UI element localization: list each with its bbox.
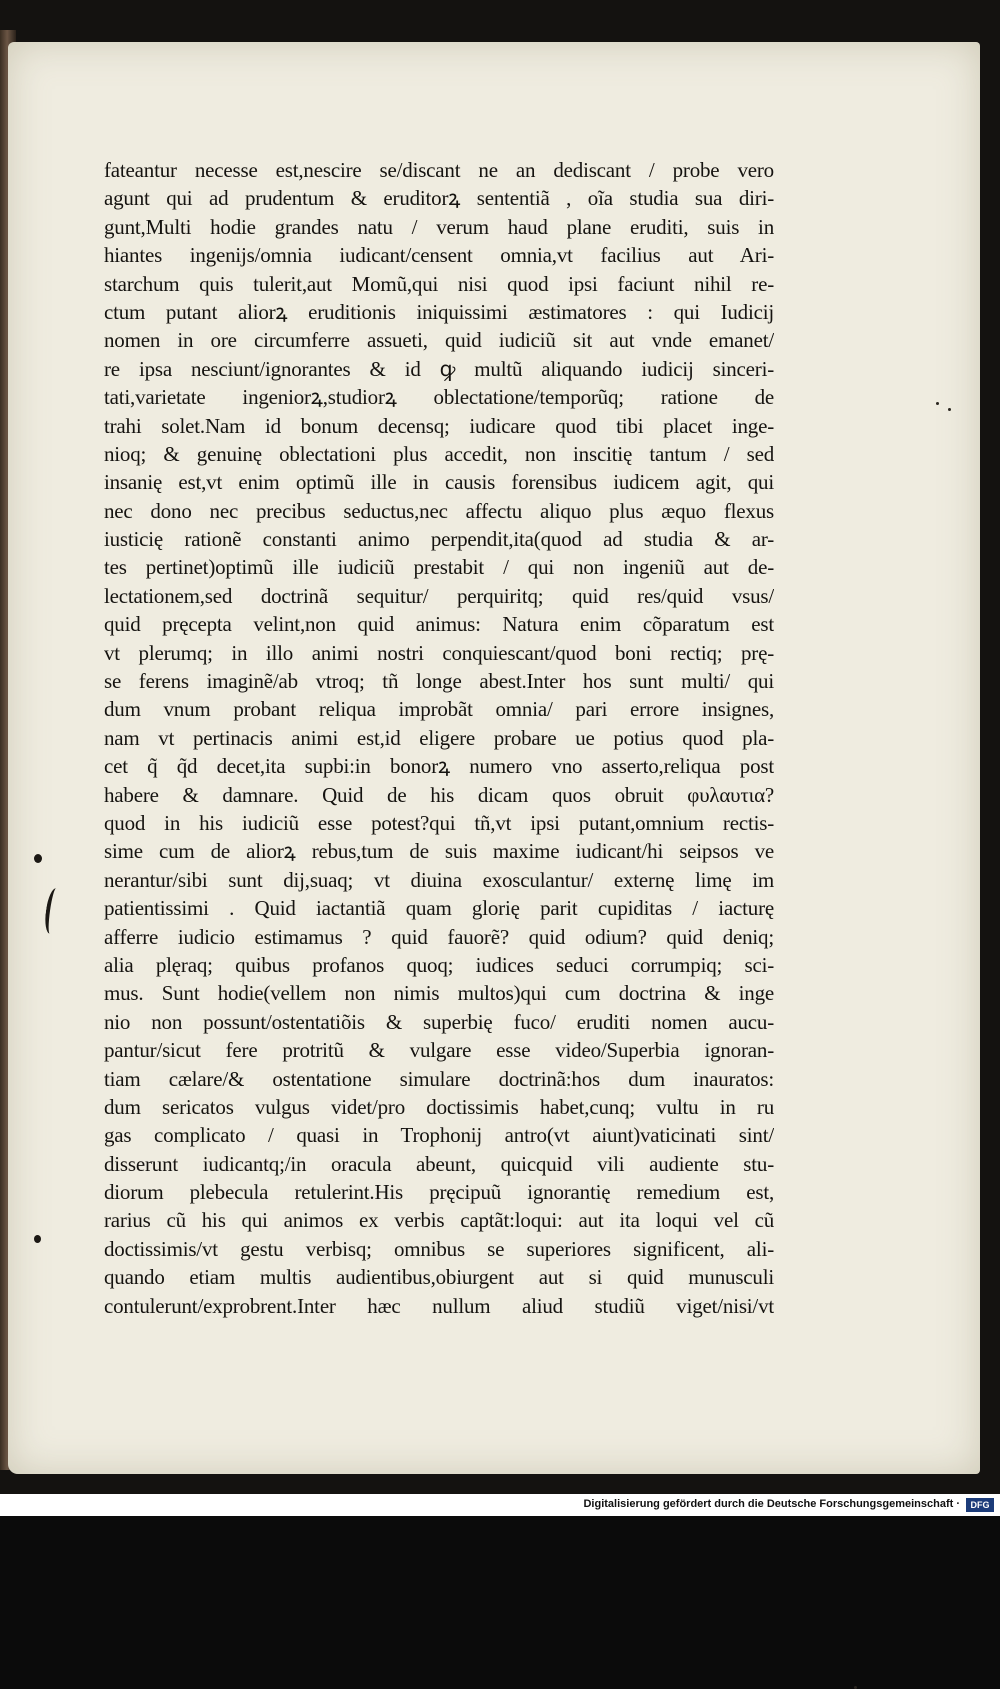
printed-text-block [104,156,774,1320]
ink-blot [34,854,42,863]
text-line: se ferens imaginẽ/ab vtroq; tñ longe abest.Inter hos sunt multi/ qui [104,669,774,694]
text-line: nio non possunt/ostentatiõis & superbię fuco/ eruditi nomen aucu- [104,1009,774,1034]
text-line: gunt,Multi hodie grandes natu / verum haud plane eruditi, suis in [104,214,774,239]
text-line: pantur/sicut fere protritũ & vulgare esse video/Superbia ignoran- [104,1038,774,1063]
text-line: tiam cælare/& ostentatione simulare doctrinã:hos dum inauratos: [104,1066,774,1091]
text-line: nomen in ore circumferre assueti, quid iudiciũ sit aut vnde emanet/ [104,328,774,353]
text-line: ctum putant aliorꝝ eruditionis iniquissimi æstimatores : qui Iudicij [104,299,774,324]
text-line: doctissimis/vt gestu verbisq; omnibus se superiores significent, ali- [104,1236,774,1261]
text-line: afferre iudicio estimamus ? quid fauorẽ? quid odium? quid deniq; [104,924,774,949]
text-line: tes pertinet)optimũ ille iudiciũ prestabit / qui non ingeniũ aut de- [104,555,774,580]
digitization-footer [0,1494,1000,1516]
paper-speck [948,408,951,411]
text-line: quid pręcepta velint,non quid animus: Natura enim cõparatum est [104,612,774,637]
paper-speck [936,402,939,405]
text-line: trahi solet.Nam id bonum decensq; iudicare quod tibi placet inge- [104,413,774,438]
text-line: starchum quis tulerit,aut Momũ,qui nisi quod ipsi faciunt nihil re- [104,271,774,296]
text-line: quod in his iudiciũ esse potest?qui tñ,vt ipsi putant,omnium rectis- [104,810,774,835]
text-line: quando etiam multis audientibus,obiurgent aut si quid munusculi [104,1265,774,1290]
text-line: fateantur necesse est,nescire se/discant ne an dediscant / probe vero [104,158,774,182]
text-line: iusticię rationẽ constanti animo perpendit,ita(quod ad studia & ar- [104,527,774,552]
footer-credit: Digitalisierung gefördert durch die Deutsche Forschungsgemeinschaft · [583,1498,960,1510]
text-line: diorum plebecula retulerint.His pręcipuũ ignorantię remedium est, [104,1180,774,1205]
ink-blot [34,1235,41,1243]
text-line: sime cum de aliorꝝ rebus,tum de suis maxime iudicant/hi seipsos ve [104,839,774,864]
text-line: lectationem,sed doctrinã sequitur/ perquiritq; quid res/quid vsus/ [104,583,774,608]
text-line: gas complicato / quasi in Trophonij antro(vt aiunt)vaticinati sint/ [104,1123,774,1148]
text-line: hiantes ingenijs/omnia iudicant/censent omnia,vt facilius aut Ari- [104,243,774,268]
text-line: alia plęraq; quibus profanos quoq; iudices seduci corrumpiq; sci- [104,952,774,977]
dfg-logo: DFG [966,1498,994,1512]
text-line: contulerunt/exprobrent.Inter hæc nullum aliud studiũ viget/nisi/vt [104,1293,774,1318]
text-line: rarius cũ his qui animos ex verbis captãt:loqui: aut ita loqui vel cũ [104,1208,774,1233]
text-line: nioq; & genuinę oblectationi plus accedit, non inscitię tantum / sed [104,441,774,466]
book-page [8,42,980,1474]
text-line: nerantur/sibi sunt dij,suaq; vt diuina exosculantur/ externę limę im [104,867,774,892]
text-line: habere & damnare. Quid de his dicam quos obruit φυλαυτια? [104,782,774,807]
text-line: insanię est,vt enim optimũ ille in causis forensibus iudicem agit, qui [104,470,774,495]
text-line: vt plerumq; in illo animi nostri conquiescant/quod boni rectiq; prę- [104,640,774,665]
text-line: nec dono nec precibus seductus,nec affectu aliquo plus æquo flexus [104,498,774,523]
text-line: patientissimi . Quid iactantiã quam glorię parit cupiditas / iacturę [104,896,774,921]
text-line: agunt qui ad prudentum & eruditorꝝ sententiã , oĩa studia sua diri- [104,186,774,211]
text-line: dum vnum probant reliqua improbãt omnia/ pari errore insignes, [104,697,774,722]
text-line: dum sericatos vulgus videt/pro doctissimis habet,cunq; vultu in ru [104,1094,774,1119]
text-line: nam vt pertinacis animi est,id eligere probare ue potius quod pla- [104,725,774,750]
text-line: tati,varietate ingeniorꝝ,studiorꝝ oblectatione/temporũq; ratione de [104,385,774,410]
text-line: disserunt iudicantq;/in oracula abeunt, quicquid vili audiente stu- [104,1151,774,1176]
margin-bracket-mark [43,887,63,935]
text-line: mus. Sunt hodie(vellem non nimis multos)qui cum doctrina & inge [104,981,774,1006]
text-line: re ipsa nesciunt/ignorantes & id ꝙ multũ aliquando iudicij sinceri- [104,356,774,381]
text-line: cet q̃ q̃d decet,ita supbi:in bonorꝝ numero vno asserto,reliqua post [104,754,774,779]
